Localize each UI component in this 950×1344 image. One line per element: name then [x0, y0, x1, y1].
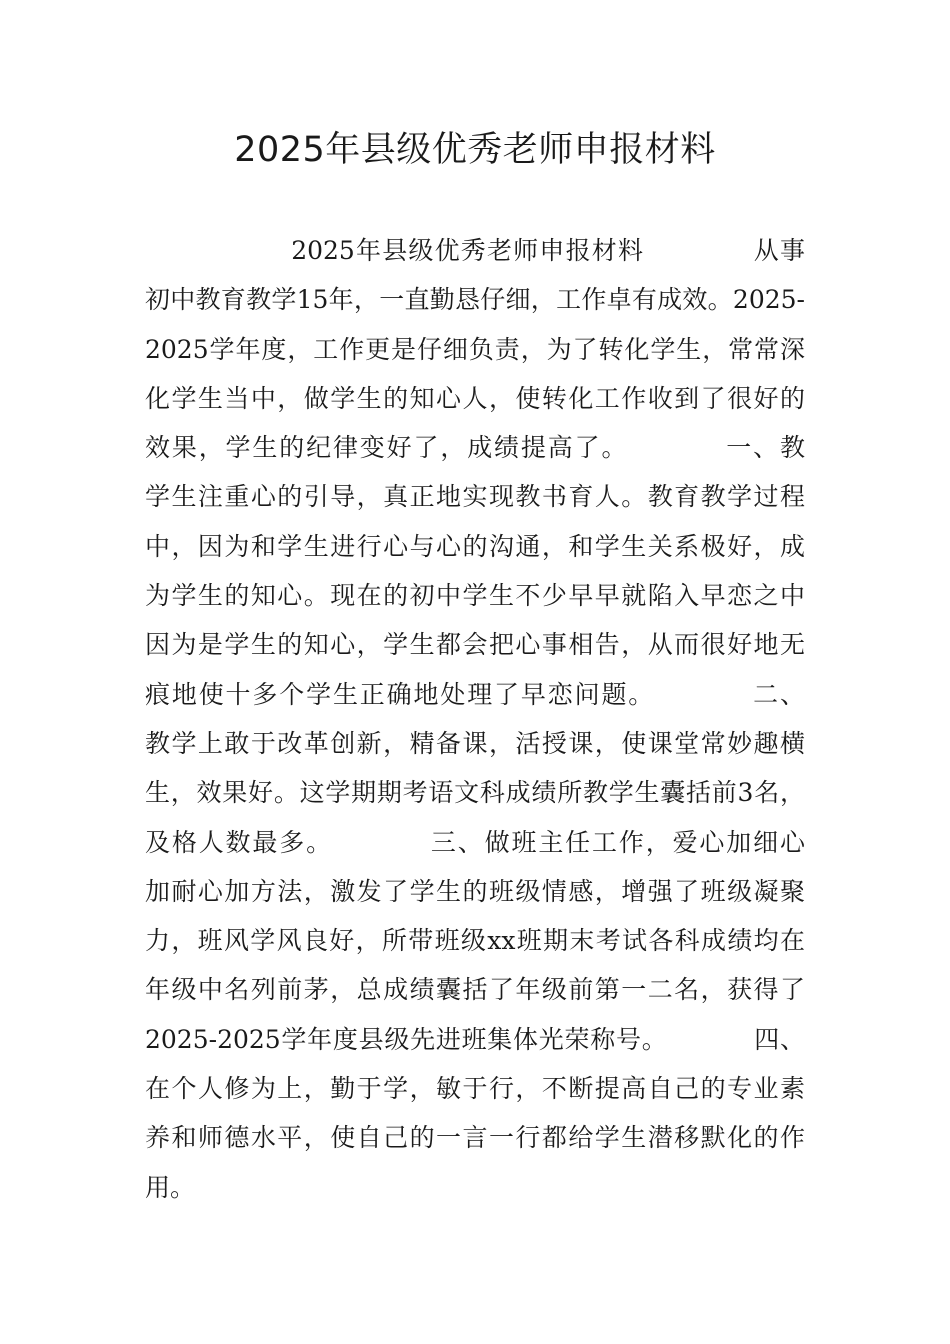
body-line: 中，因为和学生进行心与心的沟通，和学生关系极好，成 [145, 531, 805, 561]
body-line: 因为是学生的知心，学生都会把心事相告，从而很好地无 [145, 630, 805, 660]
body-line: 效果，学生的纪律变好了，成绩提高了。 一、教 [145, 433, 805, 463]
body-line: 痕地使十多个学生正确地处理了早恋问题。 二、 [145, 679, 805, 709]
body-line: 教学上敢于改革创新，精备课，活授课，使课堂常妙趣横 [145, 728, 805, 758]
body-line: 用。 [145, 1172, 196, 1202]
body-line: 2025-2025学年度县级先进班集体光荣称号。 四、 [145, 1024, 805, 1054]
body-line: 学生注重心的引导，真正地实现教书育人。教育教学过程 [145, 482, 805, 512]
body-line: 年级中名列前茅，总成绩囊括了年级前第一二名，获得了 [145, 975, 805, 1005]
body-line: 为学生的知心。现在的初中学生不少早早就陷入早恋之中 [145, 581, 805, 611]
body-line: 化学生当中，做学生的知心人，使转化工作收到了很好的 [145, 383, 805, 413]
body-line: 在个人修为上，勤于学，敏于行，不断提高自己的专业素 [145, 1074, 805, 1104]
body-line: 初中教育教学15年，一直勤恳仔细，工作卓有成效。2025- [145, 285, 805, 315]
document-body [145, 226, 805, 1212]
body-line: 及格人数最多。 三、做班主任工作，爱心加细心 [145, 827, 805, 857]
body-line: 生，效果好。这学期期考语文科成绩所教学生囊括前3名， [145, 778, 805, 808]
body-line: 加耐心加方法，激发了学生的班级情感，增强了班级凝聚 [145, 876, 805, 906]
body-line: 养和师德水平，使自己的一言一行都给学生潜移默化的作 [145, 1123, 805, 1153]
body-line: 力，班风学风良好，所带班级xx班期末考试各科成绩均在 [145, 926, 805, 956]
document-title: 2025年县级优秀老师申报材料 [234, 130, 716, 170]
body-line: 2025学年度，工作更是仔细负责，为了转化学生，常常深 [145, 334, 805, 364]
body-line: 2025年县级优秀老师申报材料 从事 [145, 236, 805, 265]
